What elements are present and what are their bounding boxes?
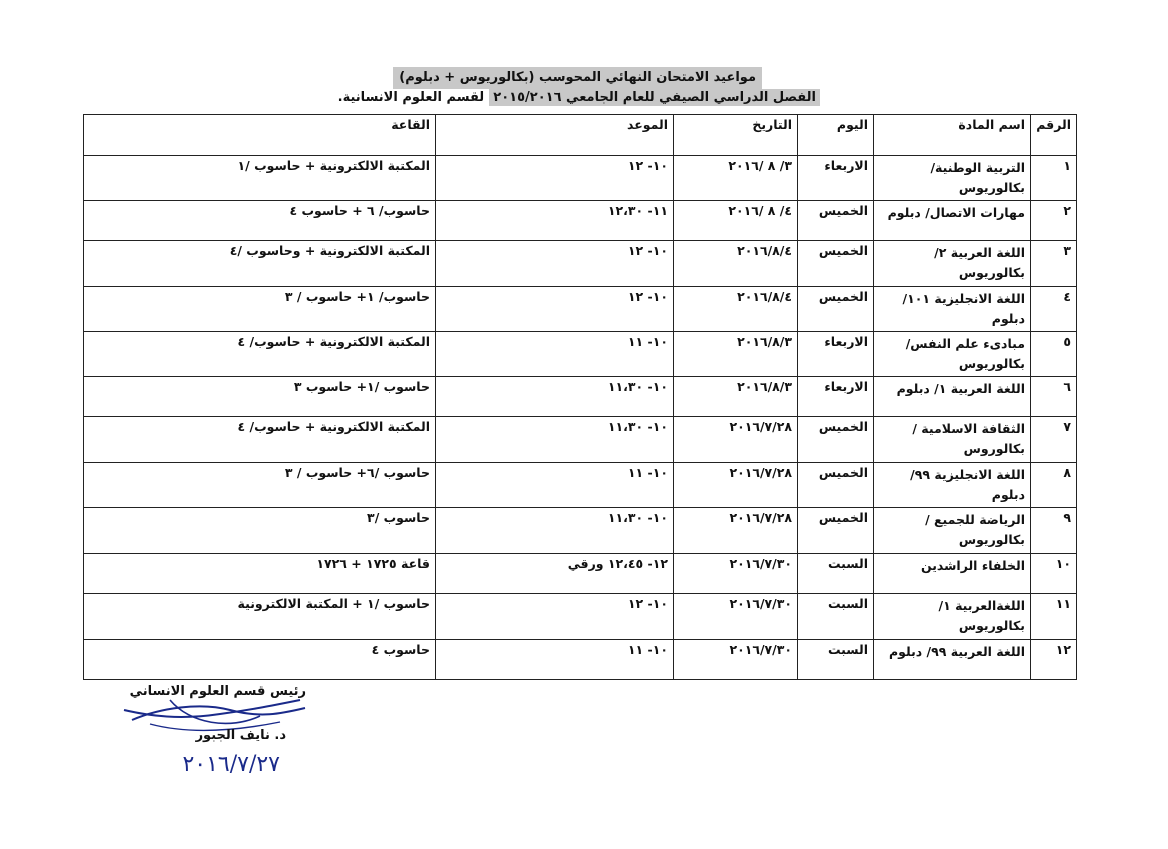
table-row bbox=[84, 332, 1077, 377]
column-header-day: اليوم bbox=[798, 115, 874, 156]
row-hall: حاسوب /٦+ حاسوب / ٣ bbox=[84, 463, 436, 508]
row-subject: التربية الوطنية/ بكالوريوس bbox=[874, 156, 1031, 201]
row-hall: المكتبة الالكترونية + حاسوب /١ bbox=[84, 156, 436, 201]
row-date: ٢٠١٦/٧/٣٠ bbox=[674, 554, 798, 594]
row-number: ٧ bbox=[1031, 417, 1077, 463]
row-number: ١ bbox=[1031, 156, 1077, 201]
row-day: الاربعاء bbox=[798, 156, 874, 201]
row-day: الاربعاء bbox=[798, 377, 874, 417]
row-time: ١٠- ١١ bbox=[436, 640, 674, 680]
table-row bbox=[84, 241, 1077, 287]
row-day: الخميس bbox=[798, 417, 874, 463]
table-row bbox=[84, 156, 1077, 201]
row-time: ١٠- ١٢ bbox=[436, 156, 674, 201]
row-time: ١٠- ١١،٣٠ bbox=[436, 508, 674, 554]
row-date: ٢٠١٦/٨/٣ bbox=[674, 377, 798, 417]
column-header-time: الموعد bbox=[436, 115, 674, 156]
table-row bbox=[84, 417, 1077, 463]
table-row bbox=[84, 554, 1077, 594]
table-row bbox=[84, 640, 1077, 680]
row-number: ٥ bbox=[1031, 332, 1077, 377]
row-day: الخميس bbox=[798, 201, 874, 241]
row-hall: حاسوب/ ٦ + حاسوب ٤ bbox=[84, 201, 436, 241]
row-time: ١٠- ١٢ bbox=[436, 287, 674, 332]
row-subject: مهارات الاتصال/ دبلوم bbox=[874, 201, 1031, 241]
document-header bbox=[320, 66, 820, 106]
row-day: السبت bbox=[798, 640, 874, 680]
table-row bbox=[84, 287, 1077, 332]
row-number: ١٢ bbox=[1031, 640, 1077, 680]
row-hall: حاسوب /١+ حاسوب ٣ bbox=[84, 377, 436, 417]
row-subject: اللغة الانجليزية ٩٩/ دبلوم bbox=[874, 463, 1031, 508]
table-row bbox=[84, 463, 1077, 508]
row-time: ١٠- ١١،٣٠ bbox=[436, 377, 674, 417]
row-subject: الخلفاء الراشدين bbox=[874, 554, 1031, 594]
row-hall: حاسوب /١ + المكتبة الالكترونية bbox=[84, 594, 436, 640]
row-date: ٢٠١٦/٨/٤ bbox=[674, 241, 798, 287]
column-header-number: الرقم bbox=[1031, 115, 1077, 156]
row-subject: اللغة العربية ٢/ بكالوريوس bbox=[874, 241, 1031, 287]
row-day: الخميس bbox=[798, 463, 874, 508]
signature-date: ٢٠١٦/٧/٢٧ bbox=[182, 752, 280, 777]
row-hall: حاسوب/ ١+ حاسوب / ٣ bbox=[84, 287, 436, 332]
row-date: ٤/ ٨ /٢٠١٦ bbox=[674, 201, 798, 241]
signature-name: د. نايف الجبور bbox=[195, 728, 286, 743]
row-date: ٢٠١٦/٧/٢٨ bbox=[674, 508, 798, 554]
table-row bbox=[84, 377, 1077, 417]
row-date: ٢٠١٦/٧/٣٠ bbox=[674, 640, 798, 680]
row-hall: حاسوب /٣ bbox=[84, 508, 436, 554]
row-day: السبت bbox=[798, 554, 874, 594]
row-number: ٢ bbox=[1031, 201, 1077, 241]
row-day: الاربعاء bbox=[798, 332, 874, 377]
row-subject: اللغة الانجليزية ١٠١/ دبلوم bbox=[874, 287, 1031, 332]
signature-block bbox=[110, 680, 310, 800]
document-subtitle-department: لقسم العلوم الانسانية. bbox=[337, 90, 485, 105]
row-time: ١٠- ١١ bbox=[436, 463, 674, 508]
row-date: ٢٠١٦/٧/٣٠ bbox=[674, 594, 798, 640]
column-header-hall: القاعة bbox=[84, 115, 436, 156]
row-number: ٣ bbox=[1031, 241, 1077, 287]
document-subtitle-highlight: الفصل الدراسي الصيفي للعام الجامعي ٢٠١٥/٢٠١٦ bbox=[489, 89, 820, 106]
row-subject: اللغةالعربية ١/ بكالوريوس bbox=[874, 594, 1031, 640]
row-date: ٢٠١٦/٨/٣ bbox=[674, 332, 798, 377]
row-number: ٦ bbox=[1031, 377, 1077, 417]
row-time: ١٢- ١٢،٤٥ ورقي bbox=[436, 554, 674, 594]
row-time: ١٠- ١٢ bbox=[436, 594, 674, 640]
table-header-row bbox=[84, 115, 1077, 156]
row-day: الخميس bbox=[798, 508, 874, 554]
row-hall: المكتبة الالكترونية + حاسوب/ ٤ bbox=[84, 417, 436, 463]
row-subject: اللغة العربية ١/ دبلوم bbox=[874, 377, 1031, 417]
row-date: ٣/ ٨ /٢٠١٦ bbox=[674, 156, 798, 201]
row-time: ١٠- ١٢ bbox=[436, 241, 674, 287]
exam-schedule-table bbox=[83, 114, 1077, 680]
row-hall: المكتبة الالكترونية + وحاسوب /٤ bbox=[84, 241, 436, 287]
table-body bbox=[84, 156, 1077, 680]
row-time: ١١- ١٢،٣٠ bbox=[436, 201, 674, 241]
row-number: ٨ bbox=[1031, 463, 1077, 508]
column-header-subject: اسم المادة bbox=[874, 115, 1031, 156]
row-subject: اللغة العربية ٩٩/ دبلوم bbox=[874, 640, 1031, 680]
row-subject: الرياضة للجميع / بكالوريوس bbox=[874, 508, 1031, 554]
row-number: ١١ bbox=[1031, 594, 1077, 640]
row-hall: حاسوب ٤ bbox=[84, 640, 436, 680]
row-day: الخميس bbox=[798, 287, 874, 332]
table-row bbox=[84, 201, 1077, 241]
signature-title: رئيس قسم العلوم الانساني bbox=[129, 684, 306, 699]
row-date: ٢٠١٦/٨/٤ bbox=[674, 287, 798, 332]
row-number: ٤ bbox=[1031, 287, 1077, 332]
row-hall: قاعة ١٧٢٥ + ١٧٢٦ bbox=[84, 554, 436, 594]
table-row bbox=[84, 508, 1077, 554]
row-hall: المكتبة الالكترونية + حاسوب/ ٤ bbox=[84, 332, 436, 377]
row-time: ١٠- ١١ bbox=[436, 332, 674, 377]
column-header-date: التاريخ bbox=[674, 115, 798, 156]
row-day: الخميس bbox=[798, 241, 874, 287]
table-row bbox=[84, 594, 1077, 640]
document-title: مواعيد الامتحان النهائي المحوسب (بكالوريوس + دبلوم) bbox=[393, 67, 762, 89]
row-date: ٢٠١٦/٧/٢٨ bbox=[674, 417, 798, 463]
row-number: ٩ bbox=[1031, 508, 1077, 554]
row-subject: الثقافة الاسلامية / بكالوروس bbox=[874, 417, 1031, 463]
row-subject: مبادىء علم النفس/ بكالوريوس bbox=[874, 332, 1031, 377]
row-time: ١٠- ١١،٣٠ bbox=[436, 417, 674, 463]
row-day: السبت bbox=[798, 594, 874, 640]
row-number: ١٠ bbox=[1031, 554, 1077, 594]
row-date: ٢٠١٦/٧/٢٨ bbox=[674, 463, 798, 508]
